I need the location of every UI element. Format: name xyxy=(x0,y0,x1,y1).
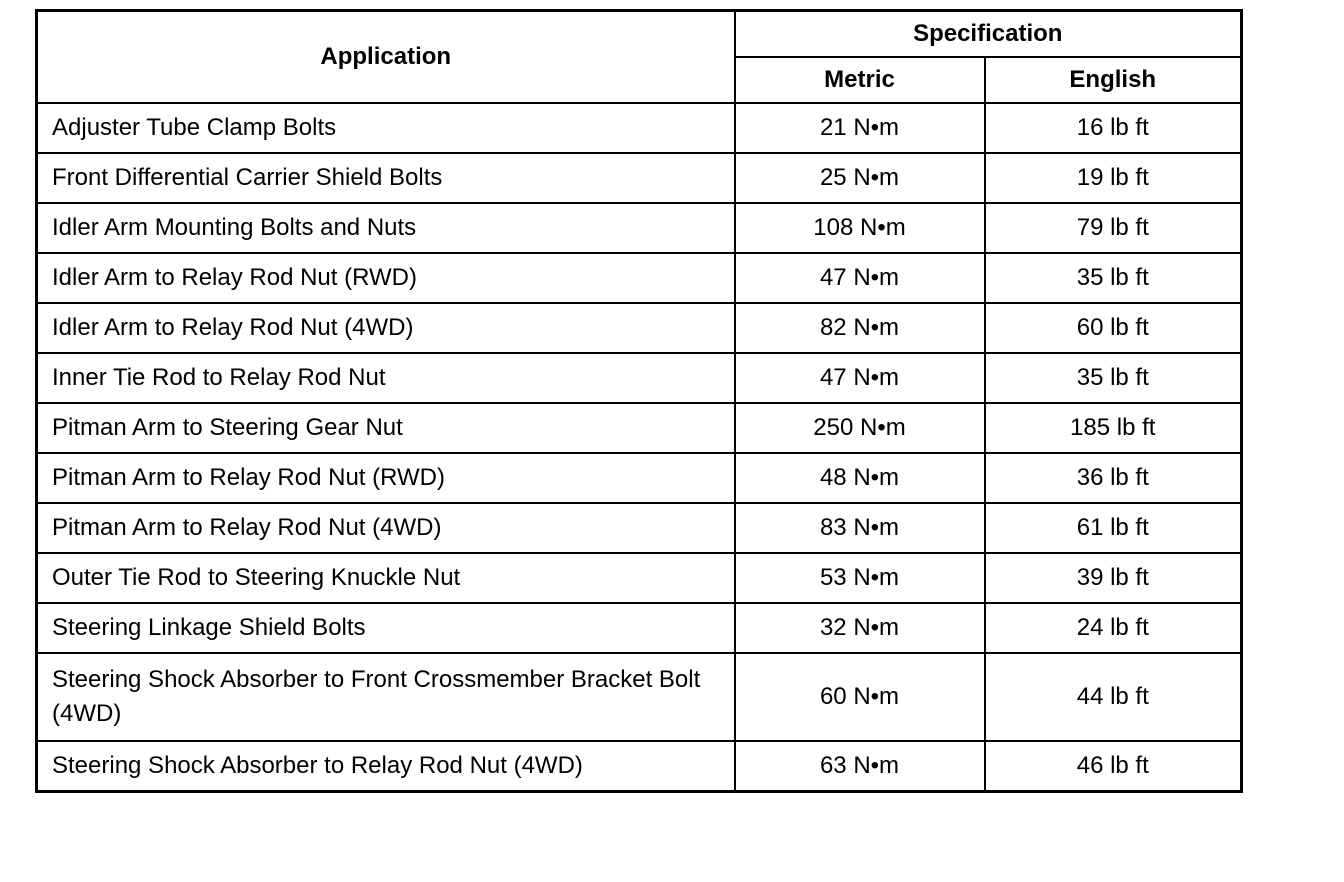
english-header: English xyxy=(985,57,1242,103)
metric-cell: 32 N•m xyxy=(735,603,985,653)
table-row xyxy=(37,741,1242,792)
table-row xyxy=(37,153,1242,203)
application-cell: Inner Tie Rod to Relay Rod Nut xyxy=(37,353,735,403)
table-row xyxy=(37,653,1242,741)
application-cell: Pitman Arm to Steering Gear Nut xyxy=(37,403,735,453)
metric-cell: 47 N•m xyxy=(735,353,985,403)
application-cell: Steering Linkage Shield Bolts xyxy=(37,603,735,653)
table-row xyxy=(37,303,1242,353)
english-cell: 36 lb ft xyxy=(985,453,1242,503)
metric-cell: 63 N•m xyxy=(735,741,985,792)
application-cell: Pitman Arm to Relay Rod Nut (4WD) xyxy=(37,503,735,553)
table-row xyxy=(37,353,1242,403)
metric-cell: 82 N•m xyxy=(735,303,985,353)
table-row xyxy=(37,253,1242,303)
table-row xyxy=(37,403,1242,453)
application-cell: Idler Arm to Relay Rod Nut (RWD) xyxy=(37,253,735,303)
application-cell: Idler Arm Mounting Bolts and Nuts xyxy=(37,203,735,253)
table-header-row xyxy=(37,11,1242,58)
table-row xyxy=(37,103,1242,153)
metric-cell: 53 N•m xyxy=(735,553,985,603)
metric-cell: 60 N•m xyxy=(735,653,985,741)
metric-header: Metric xyxy=(735,57,985,103)
application-cell: Idler Arm to Relay Rod Nut (4WD) xyxy=(37,303,735,353)
table-row xyxy=(37,603,1242,653)
application-header: Application xyxy=(37,11,735,104)
application-cell: Adjuster Tube Clamp Bolts xyxy=(37,103,735,153)
application-cell: Steering Shock Absorber to Relay Rod Nut (4WD) xyxy=(37,741,735,792)
metric-cell: 83 N•m xyxy=(735,503,985,553)
metric-cell: 21 N•m xyxy=(735,103,985,153)
fastener-specification-table xyxy=(35,9,1243,793)
metric-cell: 48 N•m xyxy=(735,453,985,503)
table-row xyxy=(37,503,1242,553)
application-cell: Front Differential Carrier Shield Bolts xyxy=(37,153,735,203)
table-row xyxy=(37,553,1242,603)
english-cell: 61 lb ft xyxy=(985,503,1242,553)
metric-cell: 25 N•m xyxy=(735,153,985,203)
english-cell: 60 lb ft xyxy=(985,303,1242,353)
english-cell: 24 lb ft xyxy=(985,603,1242,653)
table-row xyxy=(37,453,1242,503)
english-cell: 35 lb ft xyxy=(985,353,1242,403)
english-cell: 185 lb ft xyxy=(985,403,1242,453)
english-cell: 35 lb ft xyxy=(985,253,1242,303)
metric-cell: 47 N•m xyxy=(735,253,985,303)
english-cell: 16 lb ft xyxy=(985,103,1242,153)
english-cell: 79 lb ft xyxy=(985,203,1242,253)
specification-header: Specification xyxy=(735,11,1242,58)
english-cell: 39 lb ft xyxy=(985,553,1242,603)
metric-cell: 250 N•m xyxy=(735,403,985,453)
application-cell: Pitman Arm to Relay Rod Nut (RWD) xyxy=(37,453,735,503)
table-row xyxy=(37,203,1242,253)
english-cell: 44 lb ft xyxy=(985,653,1242,741)
english-cell: 46 lb ft xyxy=(985,741,1242,792)
application-cell: Outer Tie Rod to Steering Knuckle Nut xyxy=(37,553,735,603)
metric-cell: 108 N•m xyxy=(735,203,985,253)
english-cell: 19 lb ft xyxy=(985,153,1242,203)
application-cell: Steering Shock Absorber to Front Crossmember Bracket Bolt (4WD) xyxy=(37,653,735,741)
